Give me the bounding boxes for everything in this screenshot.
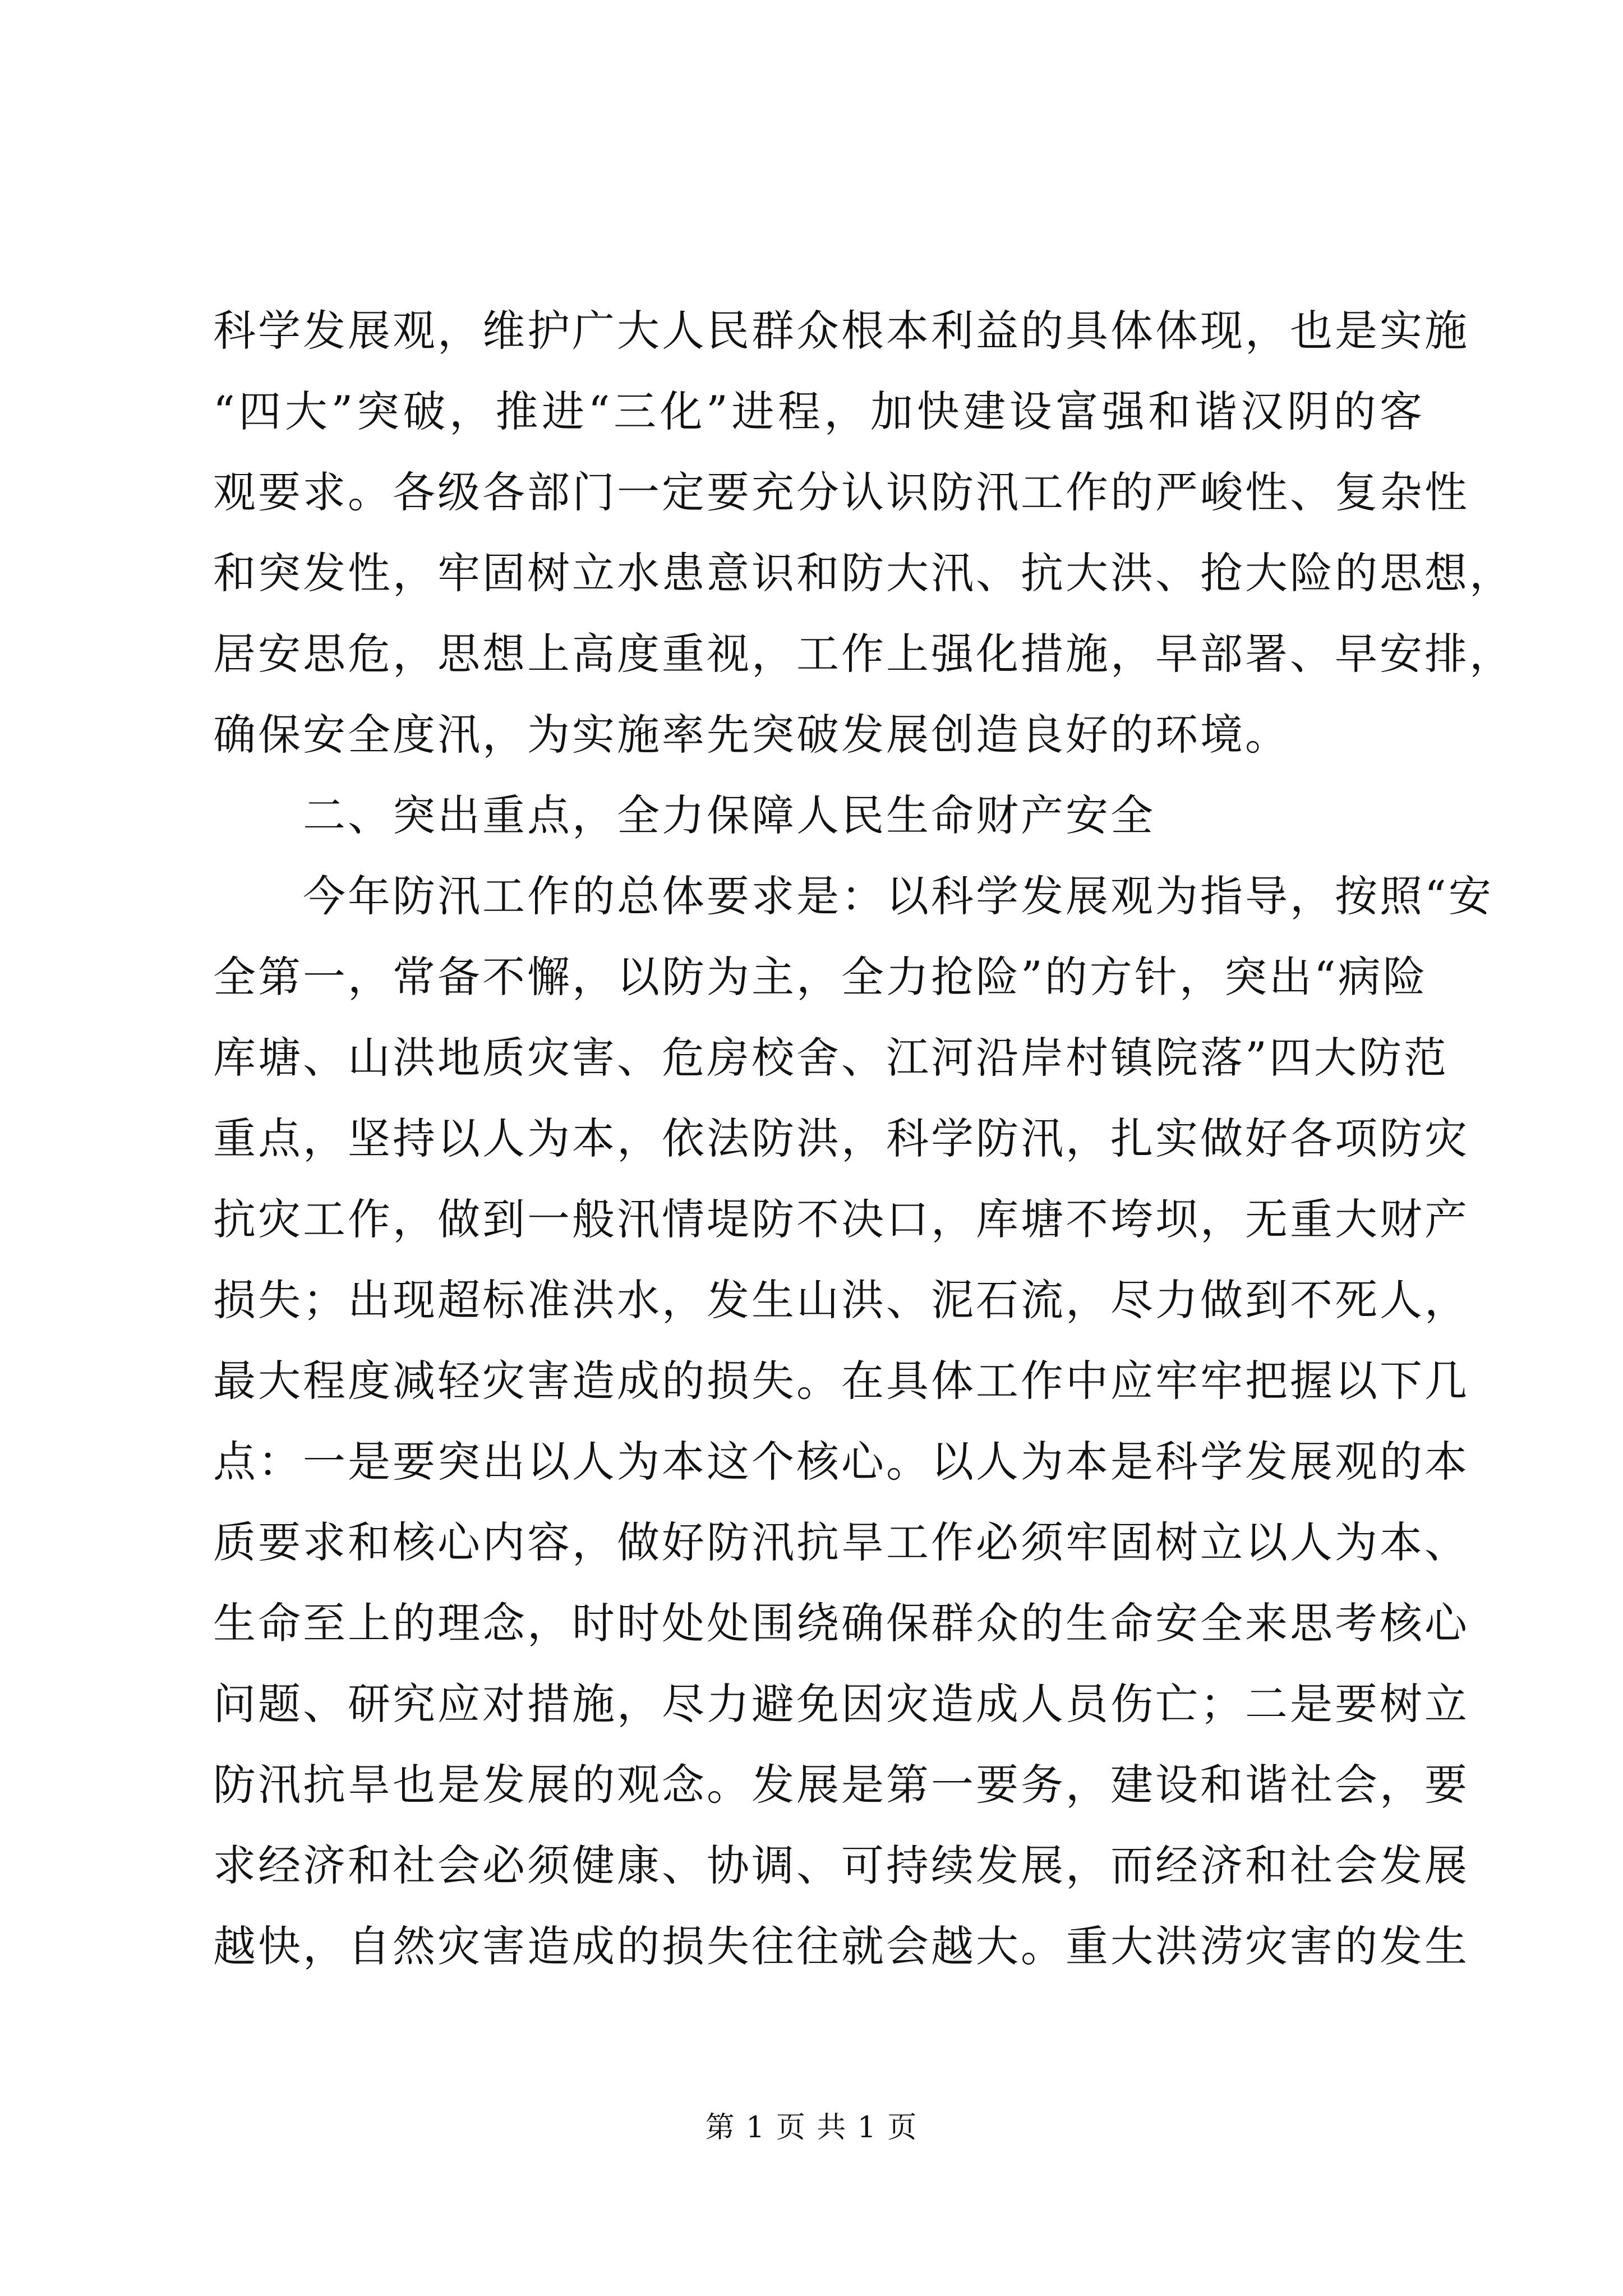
paragraph-line: 生命至上的理念，时时处处围绕确保群众的生命安全来思考核心 (213, 1598, 1469, 1648)
paragraph-line: 科学发展观，维护广大人民群众根本利益的具体体现，也是实施 (213, 306, 1469, 356)
paragraph-line: 今年防汛工作的总体要求是：以科学发展观为指导，按照“安 (303, 871, 1493, 921)
document-body (213, 291, 1514, 1987)
paragraph-line: 质要求和核心内容，做好防汛抗旱工作必须牢固树立以人为本、 (213, 1517, 1469, 1567)
paragraph-line: 重点，坚持以人为本，依法防洪，科学防汛，扎实做好各项防灾 (213, 1114, 1469, 1163)
paragraph-line: 居安思危，思想上高度重视，工作上强化措施，早部署、早安排， (213, 629, 1514, 679)
paragraph-line: “四大”突破，推进“三化”进程，加快建设富强和谐汉阴的客 (213, 386, 1424, 436)
paragraph-line: 观要求。各级各部门一定要充分认识防汛工作的严峻性、复杂性 (213, 467, 1469, 517)
paragraph-line: 求经济和社会必须健康、协调、可持续发展，而经济和社会发展 (213, 1841, 1469, 1890)
paragraph-line: 全第一，常备不懈，以防为主，全力抢险”的方针，突出“病险 (213, 952, 1428, 1002)
section-heading: 二、突出重点，全力保障人民生命财产安全 (303, 790, 1155, 840)
paragraph-line: 抗灾工作，做到一般汛情堤防不决口，库塘不垮坝，无重大财产 (213, 1194, 1469, 1244)
paragraph-line: 和突发性，牢固树立水患意识和防大汛、抗大洪、抢大险的思想， (213, 548, 1514, 598)
paragraph-line: 最大程度减轻灾害造成的损失。在具体工作中应牢牢把握以下几 (213, 1356, 1469, 1406)
paragraph-line: 防汛抗旱也是发展的观念。发展是第一要务，建设和谐社会，要 (213, 1760, 1469, 1810)
paragraph-line: 越快，自然灾害造成的损失往往就会越大。重大洪涝灾害的发生 (213, 1921, 1469, 1971)
paragraph-line: 库塘、山洪地质灾害、危房校舍、江河沿岸村镇院落”四大防范 (213, 1033, 1449, 1083)
paragraph-line: 损失；出现超标准洪水，发生山洪、泥石流，尽力做到不死人， (213, 1275, 1469, 1325)
paragraph-line: 点：一是要突出以人为本这个核心。以人为本是科学发展观的本 (213, 1437, 1469, 1487)
paragraph-line: 确保安全度汛，为实施率先突破发展创造良好的环境。 (213, 710, 1290, 760)
paragraph-line: 问题、研究应对措施，尽力避免因灾造成人员伤亡；二是要树立 (213, 1679, 1469, 1729)
page-footer: 第 1 页 共 1 页 (705, 2111, 918, 2145)
